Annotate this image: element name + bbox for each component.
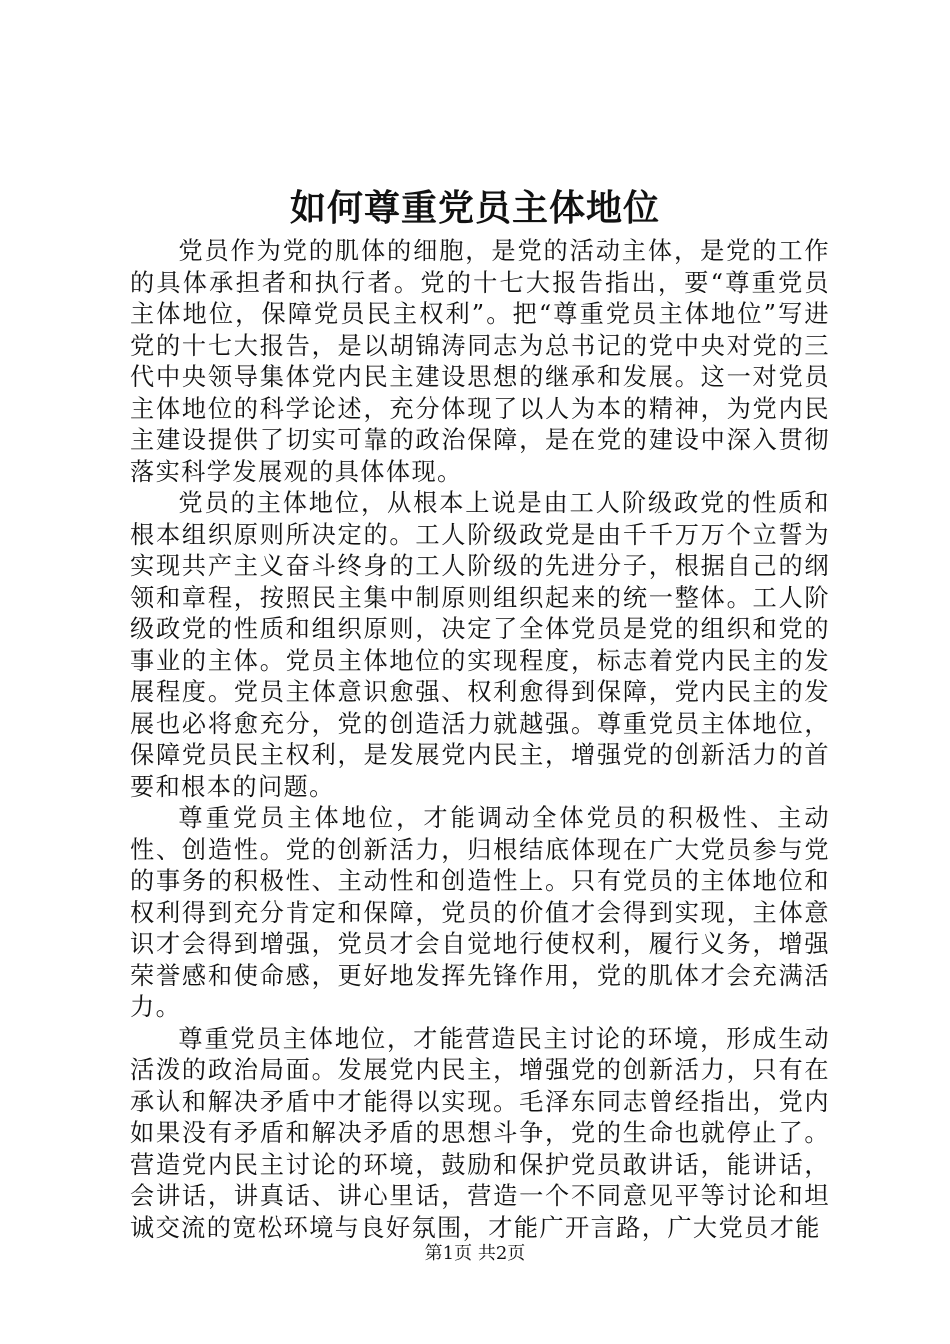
paragraph-1: 党员作为党的肌体的细胞，是党的活动主体，是党的工作的具体承担者和执行者。党的十七大报告指出，要“尊重党员主体地位，保障党员民主权利”。把“尊重党员主体地位”写进党的十七大报告，是以胡锦涛同志为总书记的党中央对党的三代中央领导集体党内民主建设思想的继承和发展。这一对党员主体地位的科学论述，充分体现了以人为本的精神，为党内民主建设提供了切实可靠的政治保障，是在党的建设中深入贯彻落实科学发展观的具体体现。	[130, 237, 830, 486]
paragraph-3: 尊重党员主体地位，才能调动全体党员的积极性、主动性、创造性。党的创新活力，归根结底体现在广大党员参与党的事务的积极性、主动性和创造性上。只有党员的主体地位和权利得到充分肯定和保障，党员的价值才会得到实现，主体意识才会得到增强，党员才会自觉地行使权利，履行义务，增强荣誉感和使命感，更好地发挥先锋作用，党的肌体才会充满活力。	[130, 804, 830, 1021]
document-title: 如何尊重党员主体地位	[289, 187, 660, 229]
paragraph-4: 尊重党员主体地位，才能营造民主讨论的环境，形成生动活泼的政治局面。发展党内民主，增强党的创新活力，只有在承认和解决矛盾中才能得以实现。毛泽东同志曾经指出，党内如果没有矛盾和解决矛盾的思想斗争，党的生命也就停止了。营造党内民主讨论的环境，鼓励和保护党员敢讲话，能讲话，会讲话，讲真话、讲心里话，营造一个不同意见平等讨论和坦诚交流的宽松环境与良好氛围，才能广开言路，广大党员才能	[130, 1024, 830, 1242]
page-number-footer: 第1页 共2页	[424, 1243, 526, 1264]
paragraph-2: 党员的主体地位，从根本上说是由工人阶级政党的性质和根本组织原则所决定的。工人阶级政党是由千千万万个立誓为实现共产主义奋斗终身的工人阶级的先进分子，根据自己的纲领和章程，按照民主集中制原则组织起来的统一整体。工人阶级政党的性质和组织原则，决定了全体党员是党的组织和党的事业的主体。党员主体地位的实现程度，标志着党内民主的发展程度。党员主体意识愈强、权利愈得到保障，党内民主的发展也必将愈充分，党的创造活力就越强。尊重党员主体地位，保障党员民主权利，是发展党内民主，增强党的创新活力的首要和根本的问题。	[130, 489, 830, 801]
document-body	[130, 236, 830, 1244]
